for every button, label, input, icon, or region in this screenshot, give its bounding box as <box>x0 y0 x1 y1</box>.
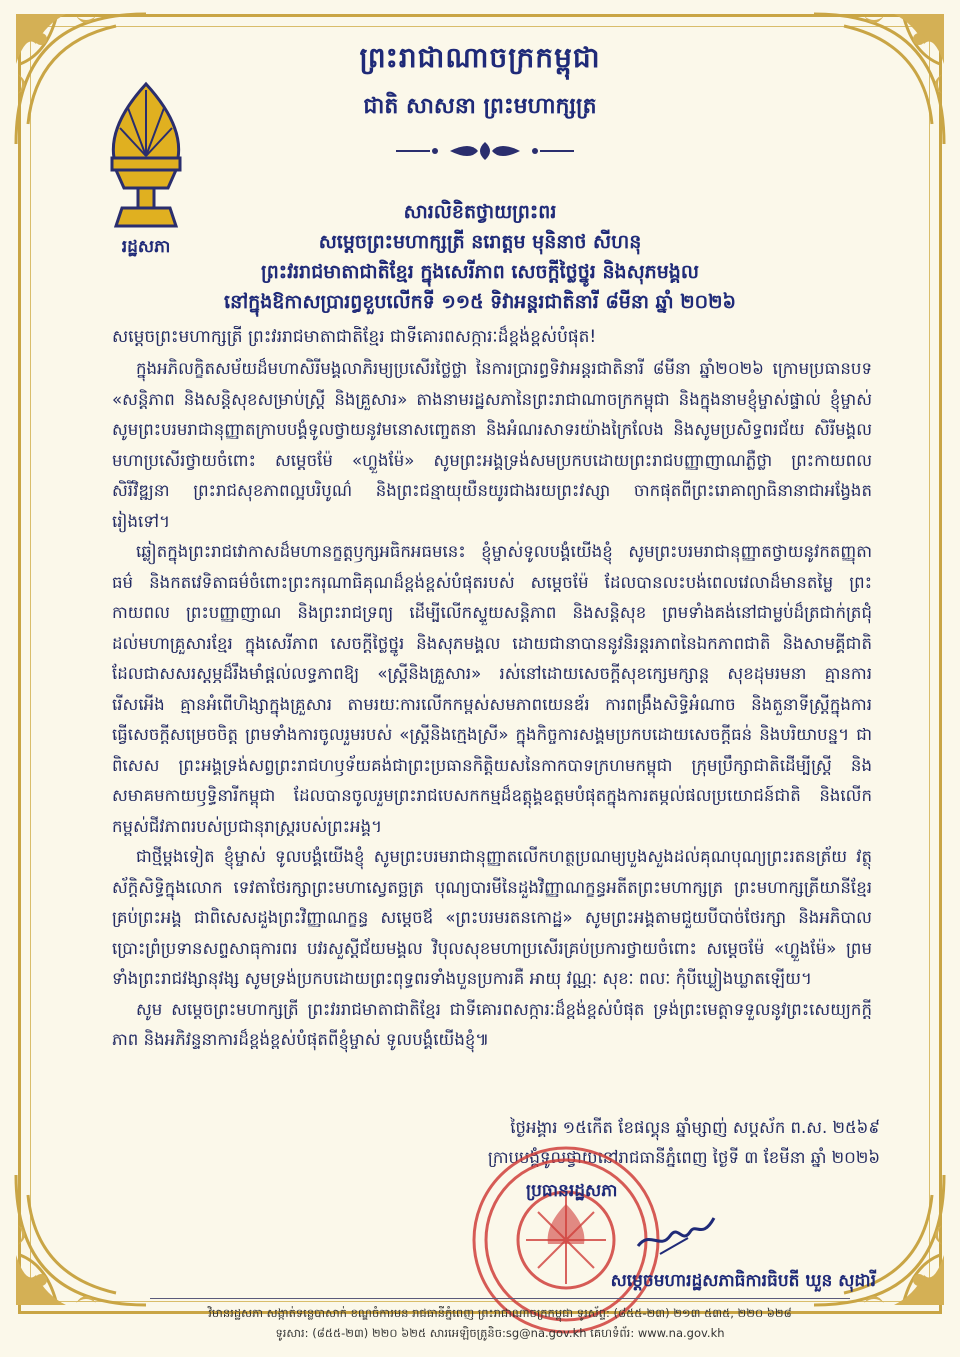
letter-title: សារលិខិតថ្វាយព្រះពរ <box>403 201 557 223</box>
paragraph: ក្នុងអភិលក្ខិតសម័យដ៏មហាសិរីមង្គលាភិរម្យប្រសើរថ្លៃថ្លា នៃការប្រារព្ធទិវាអន្តរជាតិនារី ៨មីនា ឆ្នាំ២០២៦ ក្រោមប្រធានបទ «សន្តិភាព និងសន្តិសុខសម្រាប់ស្ត្រី និងគ្រួសារ» តាងនាមរដ្ឋសភានៃព្រះរាជាណាចក្រកម្ពុជា និងក្នុងនាមខ្ញុំម្ចាស់ផ្ទាល់ ខ្ញុំម្ចាស់សូមព្រះបរមរាជានុញ្ញាតក្រាបបង្គំទូលថ្វាយនូវមនោសញ្ចេតនា និងអំណរសាទរយ៉ាងក្រៃលែង និងសូមប្រសិទ្ធពរជ័យ សិរីមង្គលមហាប្រសើរថ្វាយចំពោះ សម្តេចម៉ែ «ហ្លួងម៉ែ» សូមព្រះអង្គទ្រង់សមប្រកបដោយព្រះរាជបញ្ញាញាណភ្លឺថ្លា ព្រះកាយពលសិរីវិឌ្ឍនា ព្រះរាជសុខភាពល្អបរិបូណ៌ និងព្រះជន្មាយុយឺនយូរជាងរយព្រះវស្សា ចាកផុតពីព្រះរោគាព្យាធិនានាជាអង្វែងតរៀងទៅ។ <box>112 359 872 531</box>
signer-name: សម្តេចមហារដ្ឋសភាធិការធិបតី ឃួន សុដារី <box>610 1271 876 1291</box>
title-honorific: ព្រះវររាជមាតាជាតិខ្មែរ ក្នុងសេរីភាព សេចក្តីថ្លៃថ្នូរ និងសុភមង្គល <box>261 261 699 283</box>
lunar-date: ថ្ងៃអង្គារ ១៥កើត ខែផល្គុន ឆ្នាំម្សាញ់ សប្តស័ក ព.ស. ២៥៦៩ <box>510 1118 880 1137</box>
motto-heading: ជាតិ សាសនា ព្រះមហាក្សត្រ <box>363 94 597 119</box>
footer-divider <box>150 1298 850 1299</box>
corner-ornament-icon <box>6 1165 156 1315</box>
kingdom-heading: ព្រះរាជាណាចក្រកម្ពុជា <box>359 41 601 74</box>
title-recipient: សម្តេចព្រះមហាក្សត្រី នរោត្តម មុនិនាថ សីហនុ <box>318 231 642 253</box>
salutation: សម្តេចព្រះមហាក្សត្រី ព្រះវររាជមាតាជាតិខ្មែរ ជាទីគោរពសក្ការៈដ៏ខ្ពង់ខ្ពស់បំផុត! <box>112 327 597 347</box>
paragraph: ឆ្លៀតក្នុងព្រះរាជវោកាសដ៏មហានក្ខត្តឫក្សអធិកអធមនេះ ខ្ញុំម្ចាស់ទូលបង្គំយើងខ្ញុំ សូមព្រះបរមរាជានុញ្ញាតថ្វាយនូវកតញ្ញុតាធម៌ និងកតវេទិតាធម៌ចំពោះព្រះករុណាធិគុណដ៏ខ្ពង់ខ្ពស់បំផុតរបស់ សម្តេចម៉ែ ដែលបានលះបង់ពេលវេលាដ៏មានតម្លៃ ព្រះកាយពល ព្រះបញ្ញាញាណ និងព្រះរាជទ្រព្យ ដើម្បីលើកស្ទួយសន្តិភាព និងសន្តិសុខ ព្រមទាំងគង់នៅជាម្លប់ដ៏ត្រជាក់ត្រជុំដល់មហាគ្រួសារខ្មែរ ក្នុងសេរីភាព សេចក្តីថ្លៃថ្នូរ និងសុភមង្គល ដោយជានាបាននូវនិរន្តរភាពនៃឯកភាពជាតិ និងសាមគ្គីជាតិ ដែលជាសសរស្តម្ភដ៏រឹងមាំផ្តល់លទ្ធភាពឱ្យ «ស្ត្រីនិងគ្រួសារ» រស់នៅដោយសេចក្តីសុខក្សេមក្សាន្ត សុខដុមរមនា គ្មានការរើសអើង គ្មានអំពើហិង្សាក្នុងគ្រួសារ តាមរយៈការលើកកម្ពស់សមភាពយេនឌ័រ ការពង្រឹងសិទ្ធិអំណាច និងតួនាទីស្ត្រីក្នុងការធ្វើសេចក្តីសម្រេចចិត្ត ព្រមទាំងការចូលរួមរបស់ «ស្ត្រីនិងក្មេងស្រី» ក្នុងកិច្ចការសង្គមប្រកបដោយសេចក្តីធន់ និងបរិយាបន្ន។ ជាពិសេស ព្រះអង្គទ្រង់សព្វព្រះរាជហឫទ័យគង់ជាព្រះប្រធានកិត្តិយសនៃកាកបាទក្រហមកម្ពុជា ក្រុមប្រឹក្សាជាតិដើម្បីស្ត្រី និងសមាគមកាយឫទ្ធិនារីកម្ពុជា ដែលបានចូលរួមព្រះរាជបេសកកម្មដ៏ឧត្តុង្គឧត្តមបំផុតក្នុងការតម្កល់ផលប្រយោជន៍ជាតិ និងលើកកម្ពស់ជីវភាពរបស់ប្រជានុរាស្ត្ររបស់ព្រះអង្គ។ <box>112 542 872 836</box>
place-date: ក្រាបបង្គំទូលថ្វាយនៅរាជធានីភ្នំពេញ ថ្ងៃទី ៣ ខែមីនា ឆ្នាំ ២០២៦ <box>487 1148 880 1167</box>
paragraph: សូម សម្តេចព្រះមហាក្សត្រី ព្រះវររាជមាតាជាតិខ្មែរ ជាទីគោរពសក្ការៈដ៏ខ្ពង់ខ្ពស់បំផុត ទ្រង់ព្រះមេត្តាទទួលនូវព្រះសេយ្យកក្តីភាព និងអភិវន្ទនាការដ៏ខ្ពង់ខ្ពស់បំផុតពីខ្ញុំម្ចាស់ ទូលបង្គំយើងខ្ញុំ៕ <box>112 999 872 1049</box>
footer-address: វិមានរដ្ឋសភា សង្កាត់ទន្លេបាសាក់ ខណ្ឌចំការមន រាជធានីភ្នំពេញ ព្រះរាជាណាចក្រកម្ពុជា ទូរស័ព្ទ: (៨៥៥-២៣) ២១៣ ៥៣៥, ២២០ ៦២៨ <box>208 1306 792 1320</box>
paragraph: ជាថ្មីម្តងទៀត ខ្ញុំម្ចាស់ ទូលបង្គំយើងខ្ញុំ សូមព្រះបរមរាជានុញ្ញាតលើកហត្ថប្រណម្យបួងសួងដល់គុណបុណ្យព្រះរតនត្រ័យ វត្ថុស័ក្តិសិទ្ធិក្នុងលោក ទេវតាថែរក្សាព្រះមហាស្វេតច្ឆត្រ បុណ្យបារមីនៃដួងវិញ្ញាណក្ខន្ធអតីតព្រះមហាក្សត្រ ព្រះមហាក្សត្រីយានីខ្មែរគ្រប់ព្រះអង្គ ជាពិសេសដួងព្រះវិញ្ញាណក្ខន្ធ សម្តេចឪ «ព្រះបរមរតនកោដ្ឋ» សូមព្រះអង្គតាមជួយបីបាច់ថែរក្សា និងអភិបាលប្រោះព្រំប្រទានសព្ទសាធុការពរ បវរសួស្តីជ័យមង្គល វិបុលសុខមហាប្រសើរគ្រប់ប្រការថ្វាយចំពោះ សម្តេចម៉ែ «ហ្លួងម៉ែ» ព្រមទាំងព្រះរាជវង្សានុវង្ស សូមទ្រង់ប្រកបដោយព្រះពុទ្ធពរទាំងបួនប្រការគឺ អាយុ វណ្ណៈ សុខៈ ពលៈ កុំបីឃ្លៀងឃ្លាតឡើយ។ <box>112 847 872 988</box>
title-occasion: នៅក្នុងឱកាសប្រារព្ធខួបលើកទី ១១៥ ទិវាអន្តរជាតិនារី ៨មីនា ឆ្នាំ ២០២៦ <box>224 291 736 313</box>
footer-contact: ទូរសារ: (៨៥៥-២៣) ២២០ ៦២៥ សារអេឡិចត្រូនិច:sg@na.gov.kh គេហទំព័រ: www.na.gov.kh <box>275 1326 725 1340</box>
divider-ornament-icon <box>390 140 580 162</box>
signer-title: ប្រធានរដ្ឋសភា <box>526 1181 618 1201</box>
signature-icon <box>630 1210 720 1260</box>
emblem-label: រដ្ឋសភា <box>121 237 171 257</box>
letter-body <box>112 354 872 1056</box>
